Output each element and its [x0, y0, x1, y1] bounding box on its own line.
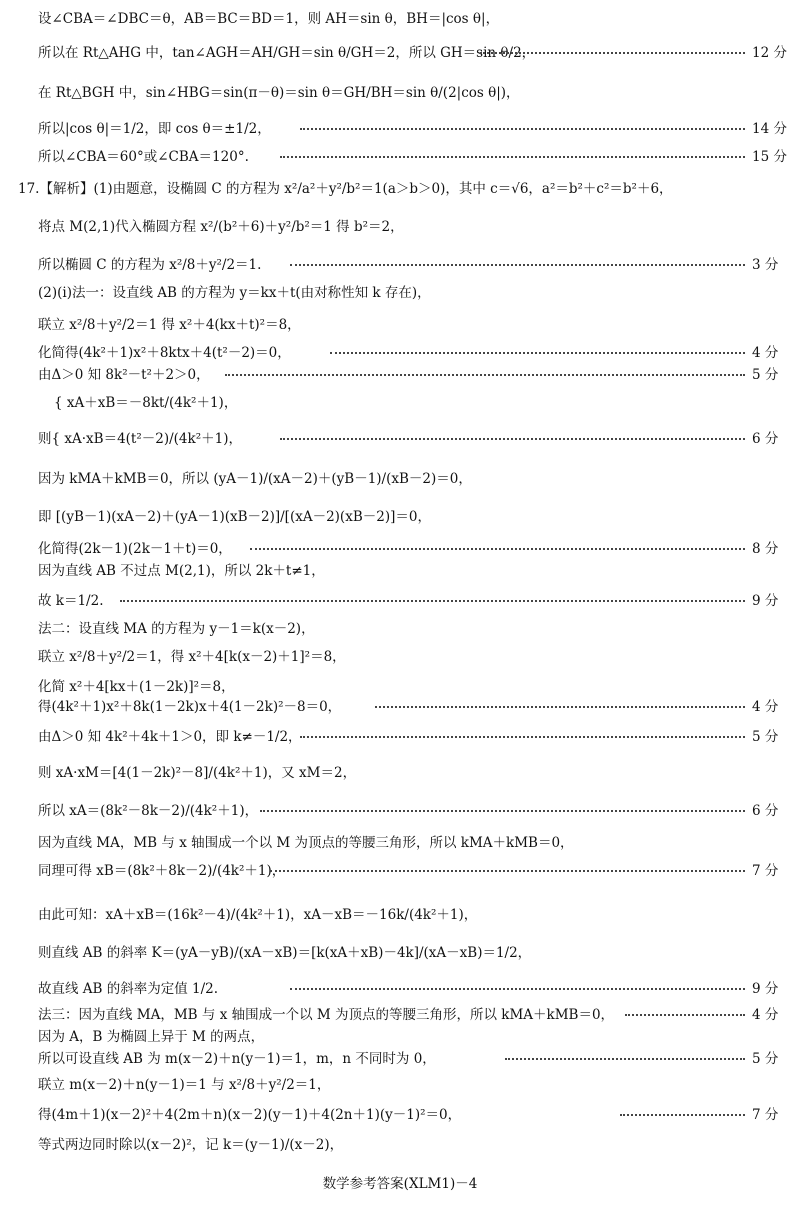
- line-text: 则 xA·xM＝[4(1－2k)²－8]/(4k²＋1)，又 xM＝2，: [38, 765, 357, 781]
- score-mark: 6 分: [752, 431, 779, 447]
- score-mark: 8 分: [752, 541, 779, 557]
- line-text: 故 k＝1/2.: [38, 593, 104, 609]
- leader-dots: [260, 810, 745, 812]
- leader-dots: [120, 600, 745, 602]
- line-text: 所以在 Rt△AHG 中，tan∠AGH＝AH/GH＝sin θ/GH＝2，所以 GH＝sin θ/2，: [38, 45, 536, 61]
- line-text: 因为 A，B 为椭圆上异于 M 的两点，: [38, 1029, 265, 1045]
- score-mark: 9 分: [752, 593, 779, 609]
- line-text: 因为直线 MA，MB 与 x 轴围成一个以 M 为顶点的等腰三角形，所以 kMA＋kMB＝0，: [38, 835, 574, 851]
- leader-dots: [290, 264, 745, 266]
- leader-dots: [300, 736, 745, 738]
- score-mark: 7 分: [752, 1107, 779, 1123]
- score-mark: 3 分: [752, 257, 779, 273]
- line-text: (2)(ⅰ)法一：设直线 AB 的方程为 y＝kx＋t(由对称性知 k 存在)，: [38, 285, 431, 301]
- line-text: 化简得(2k－1)(2k－1＋t)＝0，: [38, 541, 232, 557]
- leader-dots: [620, 1114, 745, 1116]
- line-text: 故直线 AB 的斜率为定值 1/2.: [38, 981, 219, 997]
- leader-dots: [480, 52, 745, 54]
- line-text: 即 [(yB－1)(xA－2)＋(yA－1)(xB－2)]/[(xA－2)(xB－2)]＝0，: [38, 509, 431, 525]
- line-text: 所以椭圆 C 的方程为 x²/8＋y²/2＝1.: [38, 257, 262, 273]
- leader-dots: [505, 1058, 745, 1060]
- leader-dots: [225, 374, 745, 376]
- score-mark: 5 分: [752, 367, 779, 383]
- leader-dots: [280, 438, 745, 440]
- line-text: 则{ xA·xB＝4(t²－2)/(4k²＋1)，: [38, 431, 242, 447]
- leader-dots: [375, 706, 745, 708]
- line-text: { xA＋xB＝－8kt/(4k²＋1)，: [54, 395, 238, 411]
- line-text: 由此可知：xA＋xB＝(16k²－4)/(4k²＋1)，xA－xB＝－16k/(4k²＋1)，: [38, 907, 478, 923]
- line-text: 联立 x²/8＋y²/2＝1 得 x²＋4(kx＋t)²＝8，: [38, 317, 301, 333]
- score-mark: 15 分: [752, 149, 787, 165]
- score-mark: 4 分: [752, 1007, 779, 1023]
- line-text: 法三：因为直线 MA，MB 与 x 轴围成一个以 M 为顶点的等腰三角形，所以 kMA＋kMB＝0，: [38, 1007, 615, 1023]
- line-text: 得(4m＋1)(x－2)²＋4(2m＋n)(x－2)(y－1)＋4(2n＋1)(y－1)²＝0，: [38, 1107, 462, 1123]
- line-text: 法二：设直线 MA 的方程为 y－1＝k(x－2)，: [38, 621, 315, 637]
- line-text: 化简 x²＋4[kx＋(1－2k)]²＝8，: [38, 679, 235, 695]
- leader-dots: [300, 128, 745, 130]
- line-text: 因为直线 AB 不过点 M(2,1)，所以 2k＋t≠1，: [38, 563, 325, 579]
- line-text: 等式两边同时除以(x－2)²，记 k＝(y－1)/(x－2)，: [38, 1137, 344, 1153]
- line-text: 因为 kMA＋kMB＝0，所以 (yA－1)/(xA－2)＋(yB－1)/(xB－2)＝0，: [38, 471, 472, 487]
- line-text: 由Δ＞0 知 8k²－t²＋2＞0，: [38, 367, 210, 383]
- line-text: 设∠CBA＝∠DBC＝θ，AB＝BC＝BD＝1，则 AH＝sin θ，BH＝|cos θ|，: [38, 11, 500, 27]
- score-mark: 5 分: [752, 729, 779, 745]
- line-text: 化简得(4k²＋1)x²＋8ktx＋4(t²－2)＝0，: [38, 345, 291, 361]
- score-mark: 6 分: [752, 803, 779, 819]
- score-mark: 7 分: [752, 863, 779, 879]
- leader-dots: [330, 352, 745, 354]
- score-mark: 4 分: [752, 345, 779, 361]
- score-mark: 9 分: [752, 981, 779, 997]
- line-text: 联立 x²/8＋y²/2＝1，得 x²＋4[k(x－2)＋1]²＝8，: [38, 649, 346, 665]
- line-text: 联立 m(x－2)＋n(y－1)＝1 与 x²/8＋y²/2＝1，: [38, 1077, 331, 1093]
- score-mark: 12 分: [752, 45, 787, 61]
- line-text: 所以可设直线 AB 为 m(x－2)＋n(y－1)＝1，m，n 不同时为 0，: [38, 1051, 436, 1067]
- leader-dots: [625, 1014, 745, 1016]
- line-text: 所以∠CBA＝60°或∠CBA＝120°.: [38, 149, 249, 165]
- leader-dots: [250, 548, 745, 550]
- line-text: 将点 M(2,1)代入椭圆方程 x²/(b²＋6)＋y²/b²＝1 得 b²＝2，: [38, 219, 404, 235]
- line-text: 在 Rt△BGH 中，sin∠HBG＝sin(π－θ)＝sin θ＝GH/BH＝sin θ/(2|cos θ|)，: [38, 85, 520, 101]
- page-footer: 数学参考答案(XLM1)－4: [322, 1176, 478, 1192]
- line-text: 则直线 AB 的斜率 K＝(yA－yB)/(xA－xB)＝[k(xA＋xB)－4k]/(xA－xB)＝1/2，: [38, 945, 532, 961]
- line-text: 得(4k²＋1)x²＋8k(1－2k)x＋4(1－2k)²－8＝0，: [38, 699, 342, 715]
- line-text: 所以|cos θ|＝1/2，即 cos θ＝±1/2，: [38, 121, 271, 137]
- line-text: 所以 xA＝(8k²－8k－2)/(4k²＋1)，: [38, 803, 259, 819]
- score-mark: 5 分: [752, 1051, 779, 1067]
- leader-dots: [290, 988, 745, 990]
- leader-dots: [280, 156, 745, 158]
- line-text: 由Δ＞0 知 4k²＋4k＋1＞0，即 k≠－1/2，: [38, 729, 302, 745]
- score-mark: 4 分: [752, 699, 779, 715]
- score-mark: 14 分: [752, 121, 787, 137]
- line-text: 17.【解析】(1)由题意，设椭圆 C 的方程为 x²/a²＋y²/b²＝1(a＞b＞0)，其中 c＝√6，a²＝b²＋c²＝b²＋6，: [18, 181, 673, 197]
- leader-dots: [270, 870, 745, 872]
- line-text: 同理可得 xB＝(8k²＋8k－2)/(4k²＋1)，: [38, 863, 286, 879]
